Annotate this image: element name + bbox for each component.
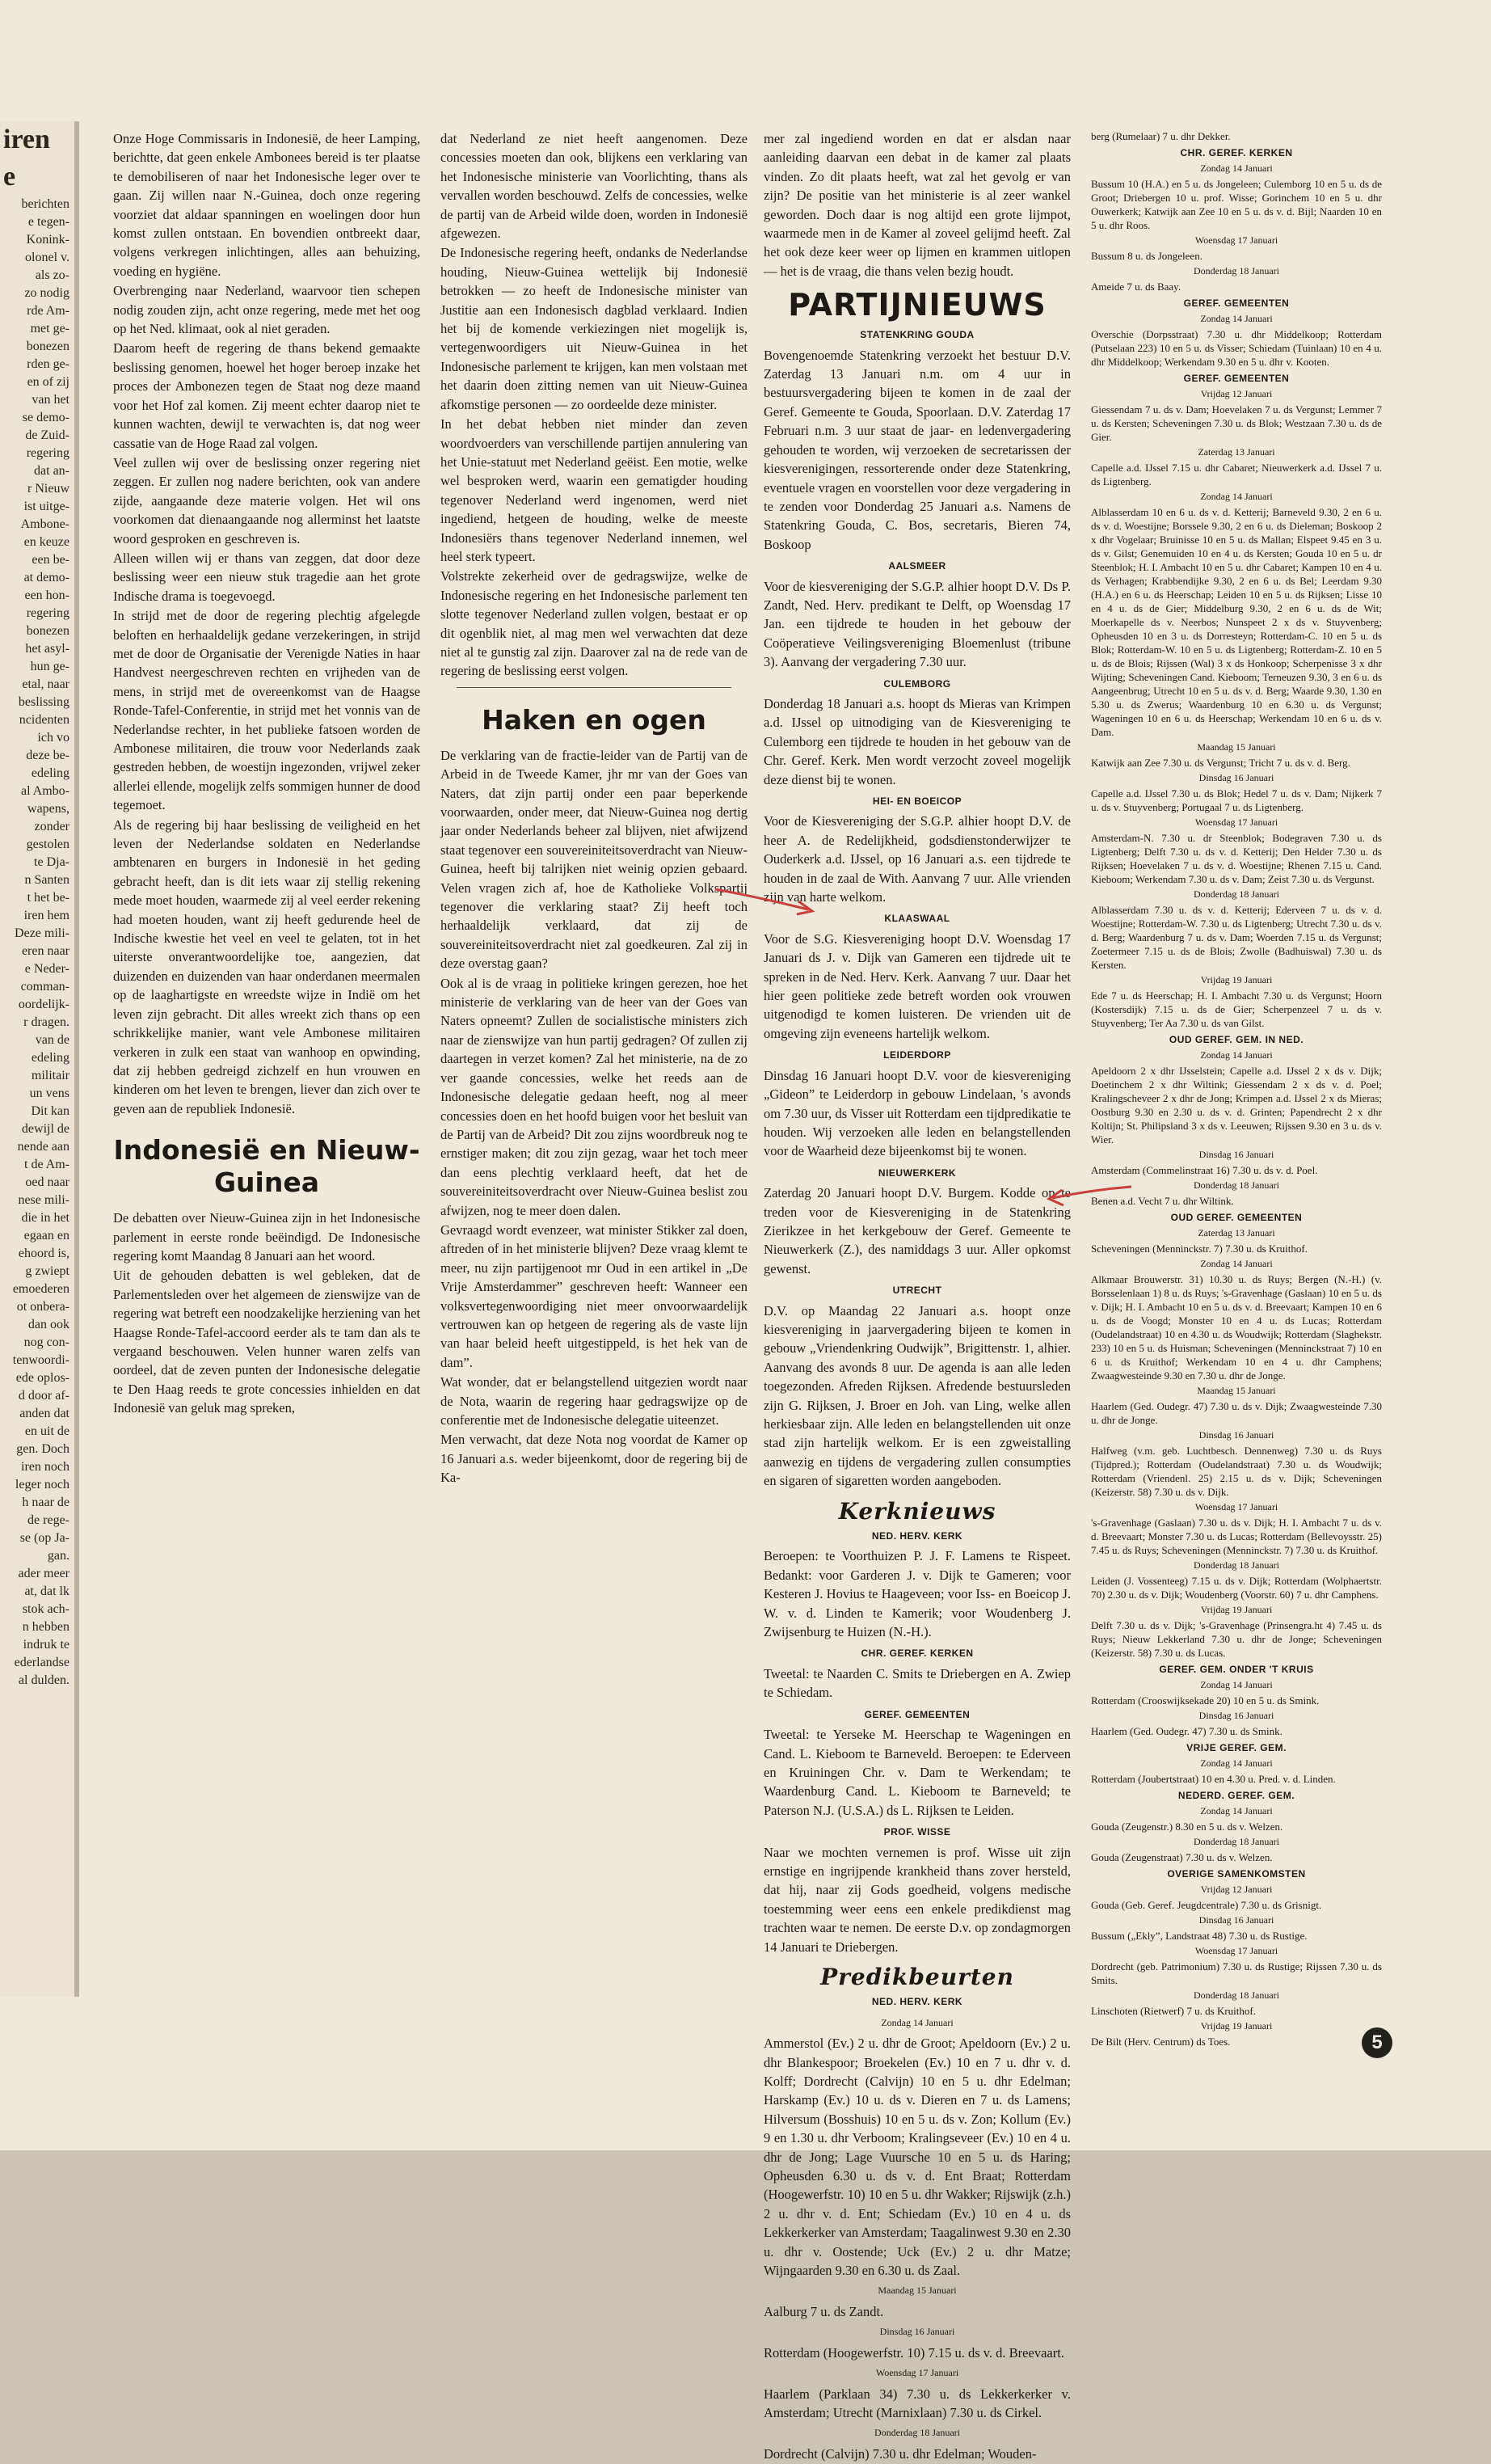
listing-header: Maandag 15 Januari	[878, 2285, 957, 2297]
previous-page-text-fragment: en uit de	[24, 1424, 69, 1438]
section-title: PROF. WISSE	[883, 1826, 951, 1838]
previous-page-text-fragment: van de	[35, 1033, 69, 1047]
previous-page-text-fragment: Ambone-	[20, 517, 69, 531]
listing-header: Woensdag 17 Januari	[1194, 234, 1278, 246]
previous-page-text-fragment: het asyl-	[25, 642, 69, 656]
previous-page-text-fragment: militair	[31, 1069, 69, 1082]
previous-page-text-fragment: nog con-	[23, 1335, 69, 1349]
listing-entry: Dordrecht (geb. Patrimonium) 7.30 u. ds Rustige; Rijssen 7.30 u. ds Smits.	[1091, 1960, 1382, 1986]
section-text: Beroepen: te Voorthuizen P. J. F. Lamens te Rispeet. Bedankt: voor Garderen J. v. Dijk te Gameren; voor Kesteren J. Hovius te Haageveen; voor Iss- en Boeicop J. W. v. d. Linden te Kamerik; voor Woudenberg J. Zwijsenburg te Huizen (N.-H.).	[764, 1548, 1071, 1640]
paragraph: dat Nederland ze niet heeft aangenomen. Deze concessies moeten dan ook, blijkens een verklaring van het Indonesische ministerie van Voorlichting, thans als vervallen worden beschouwd. Zelfs de concessies, welke de partij van de Arbeid wilde doen, worden in Indonesië afgewezen.	[440, 131, 748, 242]
previous-page-text-fragment: de Zuid-	[25, 428, 69, 442]
paragraph: Daarom heeft de regering de thans bekend gemaakte beslissing genomen, hoewel het hoger beroep inzake het proces der Ambonezen tegen de Staat nog deze maand voor het Hof zal komen. Zij meent echter daarop niet te kunnen wachten, dewijl te verwachten is, dat nog weer cassatie van de Hoge Raad zal volgen.	[113, 340, 420, 451]
section-text: Tweetal: te Naarden C. Smits te Driebergen en A. Zwiep te Schiedam.	[764, 1665, 1071, 1701]
previous-page-text-fragment: oed naar	[25, 1175, 69, 1189]
listing-header: Donderdag 18 Januari	[1194, 1559, 1279, 1571]
previous-page-text-fragment: Dit kan	[31, 1104, 69, 1118]
listing-header: Zondag 14 Januari	[1200, 1049, 1273, 1061]
listing-entry: Ameide 7 u. ds Baay.	[1091, 281, 1181, 293]
column-2	[440, 129, 748, 1488]
predikbeurten-church: NED. HERV. KERK	[871, 1996, 963, 2008]
section-text: D.V. op Maandag 22 Januari a.s. hoopt onze kiesvereniging in jaarvergadering bijeen te komen in gebouw „Vriendenkring Oudwijk”, Brigittenstr. 1, alhier. Aanvang des avonds 8 uur. De agenda is aan alle leden toegezonden. Afreden Rijksen. Afredende bestuursleden zijn G. Rijksen, J. Broer en Joh. van Ling, welke allen herkiesbaar zijn. Alle leden en belangstellenden uit onze stad zijn hartelijk welkom. Er is een zgweistalling aanwezig en tijdens de vergadering zullen consumpties en sigaren of sigaretten worden aangeboden.	[764, 1302, 1071, 1489]
previous-page-text-fragment: dewijl de	[21, 1122, 69, 1136]
divider	[457, 687, 731, 688]
listing-header: Donderdag 18 Januari	[1194, 1989, 1279, 2001]
listing-header: Maandag 15 Januari	[1197, 1385, 1276, 1396]
listing-header: Zondag 14 Januari	[1200, 313, 1273, 324]
listing-header: Vrijdag 12 Januari	[1200, 1884, 1273, 1895]
listing-entry: Gouda (Zeugenstr.) 8.30 en 5 u. ds v. Welzen.	[1091, 1821, 1283, 1833]
previous-page-text-fragment: al Ambo-	[21, 784, 69, 798]
paragraph: De debatten over Nieuw-Guinea zijn in het Indonesische parlement in eerste ronde beëindigd. De Indonesische regering komt Maandag 8 Januari aan het woord.	[113, 1210, 420, 1264]
previous-page-text-fragment: at demo-	[23, 571, 69, 584]
listing-header: Donderdag 18 Januari	[1194, 1179, 1279, 1191]
previous-page-text-fragment: bonezen	[26, 340, 69, 353]
listing-entry: Delft 7.30 u. ds v. Dijk; 's-Gravenhage (Prinsengra.ht 4) 7.45 u. ds Ruys; Nieuw Lekkerland 7.30 u. dhr de Jonge; Scheveningen (Keizerstr. 58) 7.30 u. ds Lucas.	[1091, 1619, 1382, 1659]
previous-page-text-fragment: een be-	[32, 553, 69, 567]
previous-page-text-fragment: ich vo	[37, 731, 69, 745]
listing-entry: Leiden (J. Vossenteeg) 7.15 u. ds v. Dijk; Rotterdam (Wolphaertstr. 70) 2.30 u. ds v. Dijk; Woudenberg (Voorstr. 60) 7 u. dhr Camphens.	[1091, 1575, 1382, 1601]
headline-partijnieuws: PARTIJNIEUWS	[788, 287, 1047, 323]
previous-page-text-fragment: eren naar	[21, 944, 69, 958]
previous-page-text-fragment: te Dja-	[34, 855, 69, 869]
previous-page-text-fragment: h naar de	[22, 1496, 69, 1509]
section-text: Voor de kiesvereniging der S.G.P. alhier hoopt D.V. Ds P. Zandt, Ned. Herv. predikant te Delft, op Woensdag 17 Jan. een tijdrede te houden in het gebouw der Coöperatieve Veilingsvereniging Bloemenlust (tribune 3). Aanvang der vergadering 7.30 uur.	[764, 578, 1071, 670]
listing-entry: Aalburg 7 u. ds Zandt.	[764, 2303, 884, 2319]
listing-entry: Amsterdam-N. 7.30 u. dr Steenblok; Bodegraven 7.30 u. ds Ligtenberg; Delft 7.30 u. ds v. d. Ketterij; Den Helder 7.30 u. ds Rijksen; Hoevelaken 7 u. ds v. d. Woestijne; Rhenen 7.15 u. Cand. Kieboom; Werkendam 7.30 u. ds v. Dam; Zeist 7.30 u. ds Vergunst.	[1091, 832, 1382, 885]
paragraph: Volstrekte zekerheid over de gedragswijze, welke de Indonesische regering en het Indonesische parlement ten slotte tegenover Nederland zullen volgen, bestaat er op dit ogenblik niet, al mag men wel verwachten dat deze niet al te gunstig zal zijn. Daarover zal na de rede van de regering de beslissing eerst volgen.	[440, 568, 748, 679]
listing-entry: Gouda (Zeugenstraat) 7.30 u. ds v. Welzen.	[1091, 1851, 1273, 1863]
listing-entry: Overschie (Dorpsstraat) 7.30 u. dhr Middelkoop; Rotterdam (Putselaan 223) 10 en 5 u. ds Visser; Schiedam (Tuinlaan) 10 en 4 u. dhr Middelkoop; Werkendam 9.30 en 5 u. dhr v. Kooten.	[1091, 328, 1382, 368]
listing-entry: Capelle a.d. IJssel 7.15 u. dhr Cabaret; Nieuwerkerk a.d. IJssel 7 u. ds Ligtenberg.	[1091, 462, 1382, 487]
listing-header: Woensdag 17 Januari	[1194, 816, 1278, 828]
listing-header: OVERIGE SAMENKOMSTEN	[1167, 1868, 1306, 1880]
previous-page-text-fragment: deze be-	[26, 749, 69, 762]
listing-entry: Haarlem (Ged. Oudegr. 47) 7.30 u. ds Smink.	[1091, 1725, 1283, 1737]
listing-entry: Benen a.d. Vecht 7 u. dhr Wiltink.	[1091, 1195, 1234, 1207]
listing-header: GEREF. GEM. ONDER 'T KRUIS	[1159, 1664, 1314, 1675]
section-text: Voor de Kiesvereniging der S.G.P. alhier hoopt D.V. de heer A. de Redelijkheid, godsdienstonderwijzer te Ouderkerk a.d. IJssel, op 16 Januari a.s. een tijdrede te houden in de zaal de With. Aanvang 7 uur. Alle vrienden zijn van harte welkom.	[764, 813, 1071, 905]
previous-page-headline-fragment: e	[3, 162, 16, 192]
previous-page-text-fragment: gestolen	[26, 838, 69, 851]
red-arrow-mark	[1042, 1180, 1139, 1213]
listing-header: Dinsdag 16 Januari	[1198, 1429, 1274, 1441]
previous-page-text-fragment: wapens,	[27, 802, 69, 816]
section-text: Bovengenoemde Statenkring verzoekt het bestuur D.V. Zaterdag 13 Januari n.m. om 4 uur in bestuursvergadering bijeen te komen in de zaal der Geref. Gemeente te Gouda, Spoorlaan. D.V. Zaterdag 17 Februari n.m. 3 uur staat de jaar- en ledenvergadering gehouden te worden, wij verzoeken de secretarissen der kiesverenigingen, ressorterende onder deze Statenkring, eventuele vragen en voorstellen voor deze vergadering in te zenden voor Donderdag 25 Januari a.s. Namens de Statenkring Gouda, C. Bos, secretaris, Bieren 74, Boskoop	[764, 347, 1071, 552]
section-text: Donderdag 18 Januari a.s. hoopt ds Mieras van Krimpen a.d. IJssel op uitnodiging van de Kiesvereniging te Culemborg een tijdrede te houden in het gebouw van de Chr. Geref. Kerk. Men wordt verzocht zoveel mogelijk deze dienst bij te wonen.	[764, 695, 1071, 787]
listing-header: Dinsdag 16 Januari	[879, 2326, 955, 2338]
previous-page-text-fragment: ehoord is,	[18, 1247, 69, 1260]
headline-haken-en-ogen: Haken en ogen	[482, 703, 706, 736]
previous-page-text-fragment: ede oplos-	[15, 1371, 69, 1385]
paragraph: Men verwacht, dat deze Nota nog voordat de Kamer op 16 Januari a.s. weder bijeenkomt, door de regering bij de Ka-	[440, 1432, 748, 1486]
previous-page-text-fragment: Konink-	[26, 233, 69, 247]
listing-entry: Ede 7 u. ds Heerschap; H. I. Ambacht 7.30 u. ds Vergunst; Hoorn (Kostersdijk) 7.15 u. ds de Gier; Scherpenzeel 7 u. ds v. Stuyvenberg; Ter Aa 7.30 u. ds van Gilst.	[1091, 989, 1382, 1029]
previous-page-text-fragment: ederlandse	[14, 1656, 69, 1669]
previous-page-text-fragment: zonder	[34, 820, 69, 833]
previous-page-text-fragment: t de Am-	[24, 1158, 69, 1171]
listing-entry: Linschoten (Rietwerf) 7 u. ds Kruithof.	[1091, 2005, 1256, 2017]
listing-entry: Apeldoorn 2 x dhr IJsselstein; Capelle a.d. IJssel 2 x ds v. Dijk; Doetinchem 2 x dhr Wiltink; Giessendam 2 x ds v. d. Poel; Kralingscheveer 2 x dhr de Jong; Krimpen a.d. IJssel 2 x ds Mieras; Oostburg 9.30 en 2.30 u. ds v. d. Grinten; Papendrecht 2 x dhr Koltijn; St. Philipsland 3 x ds v. Leeuwen; Rijssen 9.30 en 3 u. ds v. Wier.	[1091, 1065, 1382, 1146]
section-title: UTRECHT	[892, 1285, 942, 1297]
listing-header: Donderdag 18 Januari	[1194, 888, 1279, 900]
listing-entry: Katwijk aan Zee 7.30 u. ds Vergunst; Tricht 7 u. ds v. d. Berg.	[1091, 757, 1350, 769]
previous-page-text-fragment: iren hem	[23, 909, 69, 922]
listing-entry: Scheveningen (Menninckstr. 7) 7.30 u. ds Kruithof.	[1091, 1243, 1308, 1255]
page-number: 5	[1362, 2027, 1392, 2058]
section-text: Tweetal: te Yerseke M. Heerschap te Wageningen en Cand. L. Kieboom te Barneveld. Beroepen: te Ederveen en Kruiningen Chr. v. Dam te Werkendam; te Waardenburg Cand. L. Kieboom te Barneveld; te Paterson N.J. (U.S.A.) ds L. Rijksen te Leiden.	[764, 1727, 1071, 1818]
paragraph: Als de regering bij haar beslissing de veiligheid en het leven der Nederlandse soldaten en Nederlandse ambtenaren en burgers in Indonesië in het geding gebracht heeft, dan is dit iets waar zij stellig rekening mede moet houden, waarmede zij al veel eerder rekening had moeten houden, want zij heeft gedurende heel de Indische kwestie het veel en veel te gelaten, tot in het uiterste onverantwoordelijke toe, aangezien, dat duizenden en duizenden van haar onderdanen meermalen op de laaghartigste en wreedste wijze in Indië om het leven zijn gebracht. Dit alles wreekt zich thans op een schrikkelijke manier, want vele Ambonese militairen verkeren in zulk een staat van wanhoop en opwinding, dat zij hebben gedreigd zichzelf en hun vrouwen en kinderen om het leven te brengen, liever dan zich over te geven aan de republiek Indonesië.	[113, 816, 420, 1116]
previous-page-text-fragment: edeling	[31, 766, 69, 780]
column-1	[113, 129, 420, 1419]
previous-page-text-fragment: hun ge-	[30, 660, 69, 673]
previous-page-text-fragment: iren noch	[21, 1460, 69, 1474]
previous-page-text-fragment: r dragen.	[23, 1015, 69, 1029]
predikbeurten-list	[764, 2014, 1071, 2463]
listing-entry: Alblasserdam 7.30 u. ds v. d. Ketterij; Ederveen 7 u. ds v. d. Woestijne; Rotterdam-W. 7.30 u. ds Ligtenberg; Utrecht 7.30 u. ds v. d. Berg; Waardenburg 7 u. ds v. Dam; Woerden 7.15 u. ds Vergunst; Zoetermeer 7.15 u. ds de Blois; Zwolle (Badhuiswal) 7.30 u. ds Kersten.	[1091, 904, 1382, 971]
section-title: CHR. GEREF. KERKEN	[861, 1648, 974, 1660]
previous-page-text-fragment: beslissing	[18, 695, 69, 709]
listing-header: Vrijdag 19 Januari	[1200, 1604, 1273, 1615]
article-haken-en-ogen	[440, 746, 748, 1487]
previous-page-text-fragment: e tegen-	[27, 215, 69, 229]
previous-page-text-fragment: zo nodig	[24, 286, 69, 300]
previous-page-text-fragment: van het	[32, 393, 69, 407]
section-title: NED. HERV. KERK	[871, 1530, 963, 1542]
previous-page-text-fragment: se (op Ja-	[19, 1531, 69, 1545]
previous-page-text-fragment: regering	[26, 606, 69, 620]
section-text: Naar we mochten vernemen is prof. Wisse uit zijn ernstige en ingrijpende krankheid thans zover hersteld, dat hij, naar zij Gods goedheid, volgens medische toestemming weer eens een enkele predikdienst mag trachten waar te nemen. De eerste D.v. op zondagmorgen 14 Januari te Driebergen.	[764, 1844, 1071, 1955]
listing-header: Donderdag 18 Januari	[1194, 1836, 1279, 1847]
section-text: Dinsdag 16 Januari hoopt D.V. voor de kiesvereniging „Gideon” te Leiderdorp in gebouw Lindelaan, 's avonds om 7.30 uur, ds Visser uit Rotterdam een tijdpredikatie te houden. Wij verzoeken alle leden en belangstellenden voor de Waarheid deze bijeenkomst bij te wonen.	[764, 1067, 1071, 1159]
listing-entry: Bussum („Ekly”, Landstraat 48) 7.30 u. ds Rustige.	[1091, 1930, 1308, 1942]
listing-header: Zondag 14 Januari	[1200, 491, 1273, 502]
section-title: HEI- EN BOEICOP	[872, 795, 962, 807]
kerknieuws-sections	[764, 1527, 1071, 1956]
listing-entry: Rotterdam (Joubertstraat) 10 en 4.30 u. Pred. v. d. Linden.	[1091, 1773, 1336, 1785]
listing-entry: berg (Rumelaar) 7 u. dhr Dekker.	[1091, 130, 1231, 142]
previous-page-text-fragment: d door af-	[18, 1389, 69, 1403]
listing-header: CHR. GEREF. KERKEN	[1180, 147, 1293, 158]
previous-page-text-fragment: emoederen	[12, 1282, 69, 1296]
column-3	[764, 129, 1071, 2464]
listing-entry: Haarlem (Ged. Oudegr. 47) 7.30 u. ds v. Dijk; Zwaagwesteinde 7.30 u. dhr de Jonge.	[1091, 1400, 1382, 1426]
paragraph: Alleen willen wij er thans van zeggen, dat door deze beslissing weer een nieuw stuk tragedie aan het grote Indische drama is toegevoegd.	[113, 550, 420, 604]
paragraph: Onze Hoge Commissaris in Indonesië, de heer Lamping, berichtte, dat geen enkele Ambonees bereid is ter plaatse te demobiliseren of naar het Indonesische leger over te gaan. Zij willen naar N.-Guinea, doch onze regering voorziet dat aldaar spanningen en woelingen door hun komst zullen ontstaan. En bovendien ontbreekt daar, volgens verkregen inlichtingen, alles aan behuizing, voeding en hygiëne.	[113, 131, 420, 279]
paragraph: Uit de gehouden debatten is wel gebleken, dat de Parlementsleden over het algemeen de zienswijze van de regering wat betreft een noodzakelijke herziening van het Haagse Ronde-Tafel-accoord eerder als te tam dan als te vergaand beschouwen. Velen hunner waren zelfs van oordeel, dat de zeven punten der Indonesische delegatie te Den Haag reeds te grote concessies inhielden en dat Indonesië van geluk mag spreken,	[113, 1268, 420, 1416]
listing-header: Zondag 14 Januari	[1200, 1258, 1273, 1269]
section-title: CULEMBORG	[883, 677, 951, 690]
previous-page-text-fragment: ist uitge-	[23, 500, 69, 513]
listing-header: Donderdag 18 Januari	[874, 2427, 960, 2439]
previous-page-text-fragment: dat an-	[34, 464, 69, 478]
paragraph: Wat wonder, dat er belangstellend uitgezien wordt naar de Nota, waarin de regering haar gedragswijze op de conferentie met de Indonesische delegatie uiteenzet.	[440, 1374, 748, 1428]
paragraph: De Indonesische regering heeft, ondanks de Nederlandse houding, Nieuw-Guinea wettelijk bij Indonesië betrokken — zo heeft de Indonesische minister van Justitie aan een Indonesisch dagblad verklaard. Indien het bij de komende verkiezingen niet mogelijk is, vertegenwoordigers uit Nieuw-Guinea in het Indonesische parlement te krijgen, kan men volstaan met het daarin doen zitting nemen van uit Nieuw-Guinea afkomstige personen — zo oordeelde deze minister.	[440, 245, 748, 412]
previous-page-text-fragment: rde Am-	[27, 304, 69, 318]
listing-header: Dinsdag 16 Januari	[1198, 1914, 1274, 1926]
section-title: KLAASWAAL	[884, 913, 950, 925]
paragraph: Veel zullen wij over de beslissing onzer regering niet zeggen. Er zullen nog nadere berichten, ook van andere zijde, aangaande deze materie volgen. Het wil ons voorkomen dat dienaangaande nog allerminst het laatste woord gesproken en geschreven is.	[113, 454, 420, 546]
listing-header: Zaterdag 13 Januari	[1198, 446, 1275, 458]
listing-header: GEREF. GEMEENTEN	[1183, 373, 1290, 384]
headline-predikbeurten: Predikbeurten	[820, 1963, 1014, 1990]
previous-page-edge	[0, 121, 79, 1997]
listing-entry: Rotterdam (Hoogewerfstr. 10) 7.15 u. ds v. d. Breevaart.	[764, 2344, 1064, 2361]
previous-page-text-fragment: en of zij	[27, 375, 69, 389]
paragraph: In het debat hebben niet minder dan zeven woordvoerders van verschillende partijen annulering van het Unie-statuut met Nederland geëist. Een motie, welke wel besproken werd, waarin een gematigder houding tegenover Nederland werd ingenomen, werd niet ingediend, hetgeen de houding, welke de meeste Indonesiërs thans tegenover Nederland innemen, wel heel sterk typeert.	[440, 416, 748, 564]
section-title: LEIDERDORP	[883, 1049, 951, 1061]
previous-page-text-fragment: indruk te	[23, 1638, 69, 1652]
paragraph: De verklaring van de fractie-leider van de Partij van de Arbeid in de Tweede Kamer, jhr mr van der Goes van Naters, dat zijn partij onder een paar beperkende voorwaarden, onder meer, dat Nieuw-Guinea nog dertig jaar onder Nederlands beheer zal blijven, niet afwijzend staat tegenover een souvereiniteitsoverdracht van Nieuw-Guinea, heeft bij talrijken niet weinig opzien gebaard. Velen vragen zich af, hoe de Katholieke Volkspartij tegenover die verklaring staat? Zij heeft toch herhaaldelijk verklaard, dat zij de souvereiniteitsoverdracht niet zal goedkeuren. Zal zij in deze overstag gaan?	[440, 747, 748, 972]
listing-entry: 's-Gravenhage (Gaslaan) 7.30 u. ds v. Dijk; H. I. Ambacht 7 u. ds v. d. Breevaart; Monster 7.30 u. ds Lucas; Rotterdam (Bellevoysstr. 25) 7.45 u. ds Ruys; Scheveningen (Menninckstr. 7) 7.30 u. ds Kruithof.	[1091, 1517, 1382, 1556]
paragraph: Overbrenging naar Nederland, waarvoor tien schepen nodig zouden zijn, acht onze regering, mede met het oog op het Ned. klimaat, ook al niet geraden.	[113, 283, 420, 337]
listing-entry: Amsterdam (Commelinstraat 16) 7.30 u. ds v. d. Poel.	[1091, 1164, 1318, 1176]
listing-entry: Rotterdam (Crooswijksekade 20) 10 en 5 u. ds Smink.	[1091, 1694, 1320, 1707]
listing-header: GEREF. GEMEENTEN	[1183, 297, 1290, 309]
listing-header: Donderdag 18 Januari	[1194, 265, 1279, 276]
listing-header: Zondag 14 Januari	[1200, 1805, 1273, 1816]
previous-page-text-fragment: n hebben	[22, 1620, 69, 1634]
previous-page-text-fragment: comman-	[20, 980, 69, 994]
previous-page-text-fragment: edeling	[31, 1051, 69, 1065]
listing-header: Zondag 14 Januari	[881, 2016, 954, 2028]
previous-page-text-fragment: de rege-	[27, 1513, 69, 1527]
previous-page-text-fragment: berichten	[21, 197, 69, 211]
previous-page-text-fragment: regering	[26, 446, 69, 460]
listing-entry: Gouda (Geb. Geref. Jeugdcentrale) 7.30 u. ds Grisnigt.	[1091, 1899, 1322, 1911]
listing-header: Zaterdag 13 Januari	[1198, 1227, 1275, 1238]
listing-header: Zondag 14 Januari	[1200, 162, 1273, 174]
listing-header: Dinsdag 16 Januari	[1198, 1149, 1274, 1160]
previous-page-text-fragment: t het be-	[27, 891, 69, 905]
listing-entry: Giessendam 7 u. ds v. Dam; Hoevelaken 7 u. ds Vergunst; Lemmer 7 u. ds Kersten; Scheveningen 7.30 u. ds Blok; Westzaan 7.30 u. ds de Gier.	[1091, 403, 1382, 443]
previous-page-text-fragment: een hon-	[24, 589, 69, 602]
previous-page-text-fragment: e Neder-	[24, 962, 69, 976]
previous-page-text-fragment: se demo-	[22, 411, 69, 424]
previous-page-text-fragment: at, dat lk	[24, 1584, 69, 1598]
previous-page-text-fragment: dan ook	[27, 1318, 69, 1331]
listing-entry: Bussum 8 u. ds Jongeleen.	[1091, 250, 1202, 262]
listing-header: NEDERD. GEREF. GEM.	[1177, 1790, 1295, 1801]
listing-header: Dinsdag 16 Januari	[1198, 772, 1274, 783]
previous-page-text-fragment: die in het	[21, 1211, 69, 1225]
previous-page-text-fragment: ot onbera-	[16, 1300, 69, 1314]
previous-page-text-fragment: gen. Doch	[16, 1442, 69, 1456]
listing-entry: Dordrecht (Calvijn) 7.30 u. dhr Edelman; Wouden-	[764, 2445, 1037, 2462]
listing-header: Woensdag 17 Januari	[1194, 1945, 1278, 1956]
section-title: GEREF. GEMEENTEN	[864, 1708, 971, 1720]
paragraph: Ook al is de vraag in politieke kringen gerezen, hoe het ministerie de verklaring van de heer van der Goes van Naters opneemt? Zullen de socialistische ministers zich naar de zienswijze van hun partij gedragen? Of zullen zij daartegen in verzet komen? Zal het ministerie, na de zo ver gaande concessies, welke het reeds aan de Indonesische delegatie gedaan heeft, nog al meer concessies doen en het hoofd buigen voor het besluit van de Partij van de Arbeid? Dit zou zijns woordbreuk nog te ernstiger maken; dit zou zijn gezag, waar het toch meer dan eens plechtig verklaard heeft, dat het de souvereiniteitsoverdracht over Nieuw-Guinea beslist zou afwijzen, nog te meer doen dalen.	[440, 975, 748, 1218]
listing-header: Zondag 14 Januari	[1200, 1757, 1273, 1769]
previous-page-text-fragment: ader meer	[18, 1567, 69, 1580]
previous-page-text-fragment: al dulden.	[18, 1673, 69, 1687]
section-title: NIEUWERKERK	[878, 1167, 957, 1179]
listing-entry: Bussum 10 (H.A.) en 5 u. ds Jongeleen; Culemborg 10 en 5 u. ds de Groot; Driebergen 10 u. prof. Wisse; Gorinchem 10 en 5 u. dhr Ouwerkerk; Katwijk aan Zee 10 en 5 u. ds v. d. Bijl; Naarden 10 en 5 u. dhr Roos.	[1091, 178, 1382, 231]
previous-page-text-fragment: met ge-	[30, 322, 69, 335]
previous-page-text-fragment: n Santen	[24, 873, 69, 887]
listing-header: Vrijdag 12 Januari	[1200, 388, 1273, 399]
previous-page-text-fragment: olonel v.	[25, 251, 69, 264]
previous-page-text-fragment: tenwoordi-	[12, 1353, 69, 1367]
previous-page-text-fragment: rden ge-	[27, 357, 69, 371]
listing-header: Maandag 15 Januari	[1197, 741, 1276, 753]
section-title: STATENKRING GOUDA	[860, 329, 975, 341]
listing-header: Woensdag 17 Januari	[1194, 1501, 1278, 1513]
previous-page-text-fragment: ncidenten	[19, 713, 69, 727]
previous-page-text-fragment: nende aan	[17, 1140, 69, 1154]
listing-entry: Halfweg (v.m. geb. Luchtbesch. Dennenweg) 7.30 u. ds Ruys (Tijdpred.); Rotterdam (Oudelandstraat) 7.30 u. ds Woudwijk; Rotterdam (Vriendenl. 25) 2.15 u. ds v. Dijk; Scheveningen (Keizerstr. 58) 7.30 u. ds v. Dijk.	[1091, 1445, 1382, 1498]
listing-entry: Alblasserdam 10 en 6 u. ds v. d. Ketterij; Barneveld 9.30, 2 en 6 u. ds v. d. Woestijne; Borssele 9.30, 2 en 6 u. ds Dieleman; Boskoop 2 x dhr Vogelaar; Bruinisse 10 en 5 u. ds Mallan; Elspeet 9.45 en 3 u. ds v. Gilst; Genemuiden 10 en 4 u. ds Kersten; Gouda 10 en 5 u. dr Steenblok; H. I. Ambacht 10 en 5 u. dhr Cabaret; Kampen 10 en 4 u. ds Verhagen; Krabbendijke 9.30, 2 en 6 u. ds Bel; Leerdam 9.30 (H.A.) en 6 u. ds Heerschap; Leiden 10 en 5 u. ds Rijksen; Lisse 10 en 4 u. ds de Gier; Middelburg 9.30, 2 en 6 u. ds de Wit; Moerkapelle ds v. Neerbos; Nunspeet 2 x ds v. Stuyvenberg; Opheusden 10 en 3 u. ds Dorresteyn; Rotterdam-C. 10 en 5 u. ds Blok; Rotterdam-W. 10 en 5 u. ds Ligtenberg; Rotterdam-Z. 10 en 5 u. ds de Blois; Rijssen (Wal) 3 x ds Honkoop; Scherpenisse 3 x dhr Wijting; Scheveningen Cand. Kieboom; Terneuzen 9.30, 3 en 6 u. ds Aangeenbrug; Utrecht 10 en 5 u. ds v. d. Berg; Waarde 9.30, 1.30 en 5.30 u. ds Zwerus; Waardenburg 10 en 6.30 u. ds Vergunst; Wageningen 10 en 6 u. ds Heerschap; Werkendam 10 en 6 u. ds v. Dam.	[1091, 506, 1382, 738]
article-intro	[113, 129, 420, 1118]
previous-page-text-fragment: nese mili-	[18, 1193, 69, 1207]
paragraph: Gevraagd wordt evenzeer, wat minister Stikker zal doen, aftreden of in het ministerie blijven? Deze vraag klemt te meer, nu zijn partijgenoot mr Oud in een artikel in „De Vrije Amsterdammer” geschreven heeft: Wanneer een volksvertegenwoordiging niet meer onvoorwaardelijk vertrouwen kan op hetgeen de regering als de vaste lijn van haar beleid heeft uitgestippeld, is het hek van de dam”.	[440, 1221, 748, 1370]
previous-page-text-fragment: als zo-	[35, 268, 69, 282]
previous-page-text-fragment: egaan en	[23, 1229, 69, 1243]
listing-header: Vrijdag 19 Januari	[1200, 2020, 1273, 2032]
listing-header: Zondag 14 Januari	[1200, 1679, 1273, 1690]
article-continuation: mer zal ingediend worden en dat er alsdan naar aanleiding daarvan een debat in de kamer zal plaats vinden. Zo dit plaats heeft, wat zal het gevolg er van zijn? De positie van het ministerie is al zeer wankel geworden. Doch daar is nog altijd een grote lijmpot, waarmede men in de Kamer al zoveel gelijmd heeft. Zal het ook deze keer weer op lijmen en krammen uitlopen — het is de vraag, die thans velen bezig houdt.	[764, 131, 1071, 279]
previous-page-text-fragment: stok ach-	[22, 1602, 69, 1616]
previous-page-text-fragment: r Nieuw	[27, 482, 69, 496]
headline-kerknieuws: Kerknieuws	[838, 1497, 996, 1525]
previous-page-text-fragment: etal, naar	[22, 677, 69, 691]
listing-header: OUD GEREF. GEM. IN NED.	[1169, 1034, 1304, 1045]
column-4	[1091, 129, 1382, 2049]
previous-page-text-fragment: Deze mili-	[15, 926, 69, 940]
section-text: Zaterdag 20 Januari hoopt D.V. Burgem. Kodde op te treden voor de Kiesvereniging in de Statenkring Zierikzee in het kerkgebouw der Geref. Gemeente te Nieuwerkerk (Z.), des namiddags 3 uur. Aller opkomst gewenst.	[764, 1185, 1071, 1276]
previous-page-headline-fragment: iren	[3, 124, 50, 154]
listing-header: VRIJE GEREF. GEM.	[1186, 1742, 1287, 1753]
previous-page-text-fragment: leger noch	[15, 1478, 69, 1491]
previous-page-text-fragment: en keuze	[23, 535, 69, 549]
listing-entry: Alkmaar Brouwerstr. 31) 10.30 u. ds Ruys; Bergen (N.-H.) (v. Borsselenlaan 1) 8 u. ds Ruys; 's-Gravenhage (Gaslaan) 10 en 5 u. ds v. Dijk; H. I. Ambacht 10 en 5 u. ds v. d. Breevaart; Kampen 10 en 6 u. ds de Voogd; Monster 10 en 4 u. ds Lucas; Rotterdam (Oudelandstraat) 10 en 4.30 u. ds Woudwijk; Rotterdam (Slaghekstr. 233) 10 en 5 u. ds Huisman; Scheveningen (Menninckstraat 7) 10 en 6 u. ds Kruithof; Werkendam 10 en 4 u. dhr Camphens; Zwaagwesteinde 9.30 en 7.30 u. dhr de Jonge.	[1091, 1273, 1382, 1382]
listing-header: OUD GEREF. GEMEENTEN	[1170, 1212, 1303, 1223]
previous-page-text-fragment: bonezen	[26, 624, 69, 638]
listing-entry: Ammerstol (Ev.) 2 u. dhr de Groot; Apeldoorn (Ev.) 2 u. dhr Blankespoor; Broekelen (Ev.) 10 en 7 u. dhr v. d. Kolff; Dordrecht (Calvijn) 10 en 5 u. dhr Edelman; Harskamp (Ev.) 10 u. ds v. Dieren en 7 u. ds Lamens; Hilversum (Bosshuis) 10 en 5 u. ds v. Zon; Kollum (Ev.) 9 en 1.30 u. dhr Verboom; Kralingseveer (Ev.) 10 en 4 u. dhr de Jong; Lage Vuursche 10 en 5 u. ds Haring; Opheusden 6.30 u. ds v. d. Ent Braat; Rotterdam (Hoogewerfstr. 10) 10 en 5 u. dhr Wakker; Rijswijk (z.h.) 2 u. dhr v. d. Ent; Schiedam (Ev.) 10 en 4 u. ds Lekkerkerker van Amsterdam; Taagalinwest 9.30 en 2.30 u. dhr v. Oostende; Uck (Ev.) 2 u. dhr Matze; Wijngaarden 9.30 en 6.30 u. ds Zaal.	[764, 2036, 1071, 2279]
previous-page-text-fragment: anden dat	[19, 1407, 69, 1420]
article-indonesie	[113, 1209, 420, 1417]
section-text: Voor de S.G. Kiesvereniging hoopt D.V. Woensdag 17 Januari ds J. v. Dijk van Gameren een tijdrede uit te spreken in de Ned. Herv. Kerk. Aanvang 7 uur. Daar het hier geen politieke zede betreft worden ook vrouwen uitgenodigd te komen luisteren. De vrienden uit de omgeving zijn eveneens hartelijk welkom.	[764, 930, 1071, 1041]
headline-indonesie: Indonesië en Nieuw-Guinea	[113, 1134, 420, 1199]
listing-header: Woensdag 17 Januari	[875, 2367, 959, 2379]
listing-entry: Haarlem (Parklaan 34) 7.30 u. ds Lekkerkerker v. Amsterdam; Utrecht (Marnixlaan) 7.30 u. ds Cirkel.	[764, 2386, 1071, 2420]
previous-page-text-fragment: oordelijk-	[18, 998, 69, 1011]
previous-page-text-fragment: gan.	[47, 1549, 69, 1563]
paragraph: In strijd met de door de regering plechtig afgelegde beloften en herhaaldelijk gedane verzekeringen, in strijd met de door de Organisatie der Verenigde Naties in haar Handvest neergeschreven rechten en vrijheden van de mens, in strijd met de overeenkomst van de Haagse Ronde-Tafel-Conferentie, in strijd met het vonnis van de Nederlandse rechter, in het publieke fatsoen worden de Ambonese militairen, die trouw voor Nederlands zaak gestreden hebben, de woestijn ingezonden, vrijwel zeker allerlei ellende, mogelijk zelfs sommigen hunner de dood tegemoet.	[113, 608, 420, 813]
previous-page-text-fragment: g zwiept	[25, 1264, 69, 1278]
red-arrow-mark	[711, 881, 824, 922]
section-title: AALSMEER	[888, 560, 946, 572]
listing-entry: De Bilt (Herv. Centrum) ds Toes.	[1091, 2036, 1231, 2048]
listing-entry: Capelle a.d. IJssel 7.30 u. ds Blok; Hedel 7 u. ds v. Dam; Nijkerk 7 u. ds v. Stuyvenberg; Portugaal 7 u. ds Ligtenberg.	[1091, 787, 1382, 813]
listing-header: Vrijdag 19 Januari	[1200, 974, 1273, 985]
previous-page-text-fragment: un vens	[29, 1086, 69, 1100]
article-continuation	[440, 129, 748, 681]
listing-header: Dinsdag 16 Januari	[1198, 1710, 1274, 1721]
